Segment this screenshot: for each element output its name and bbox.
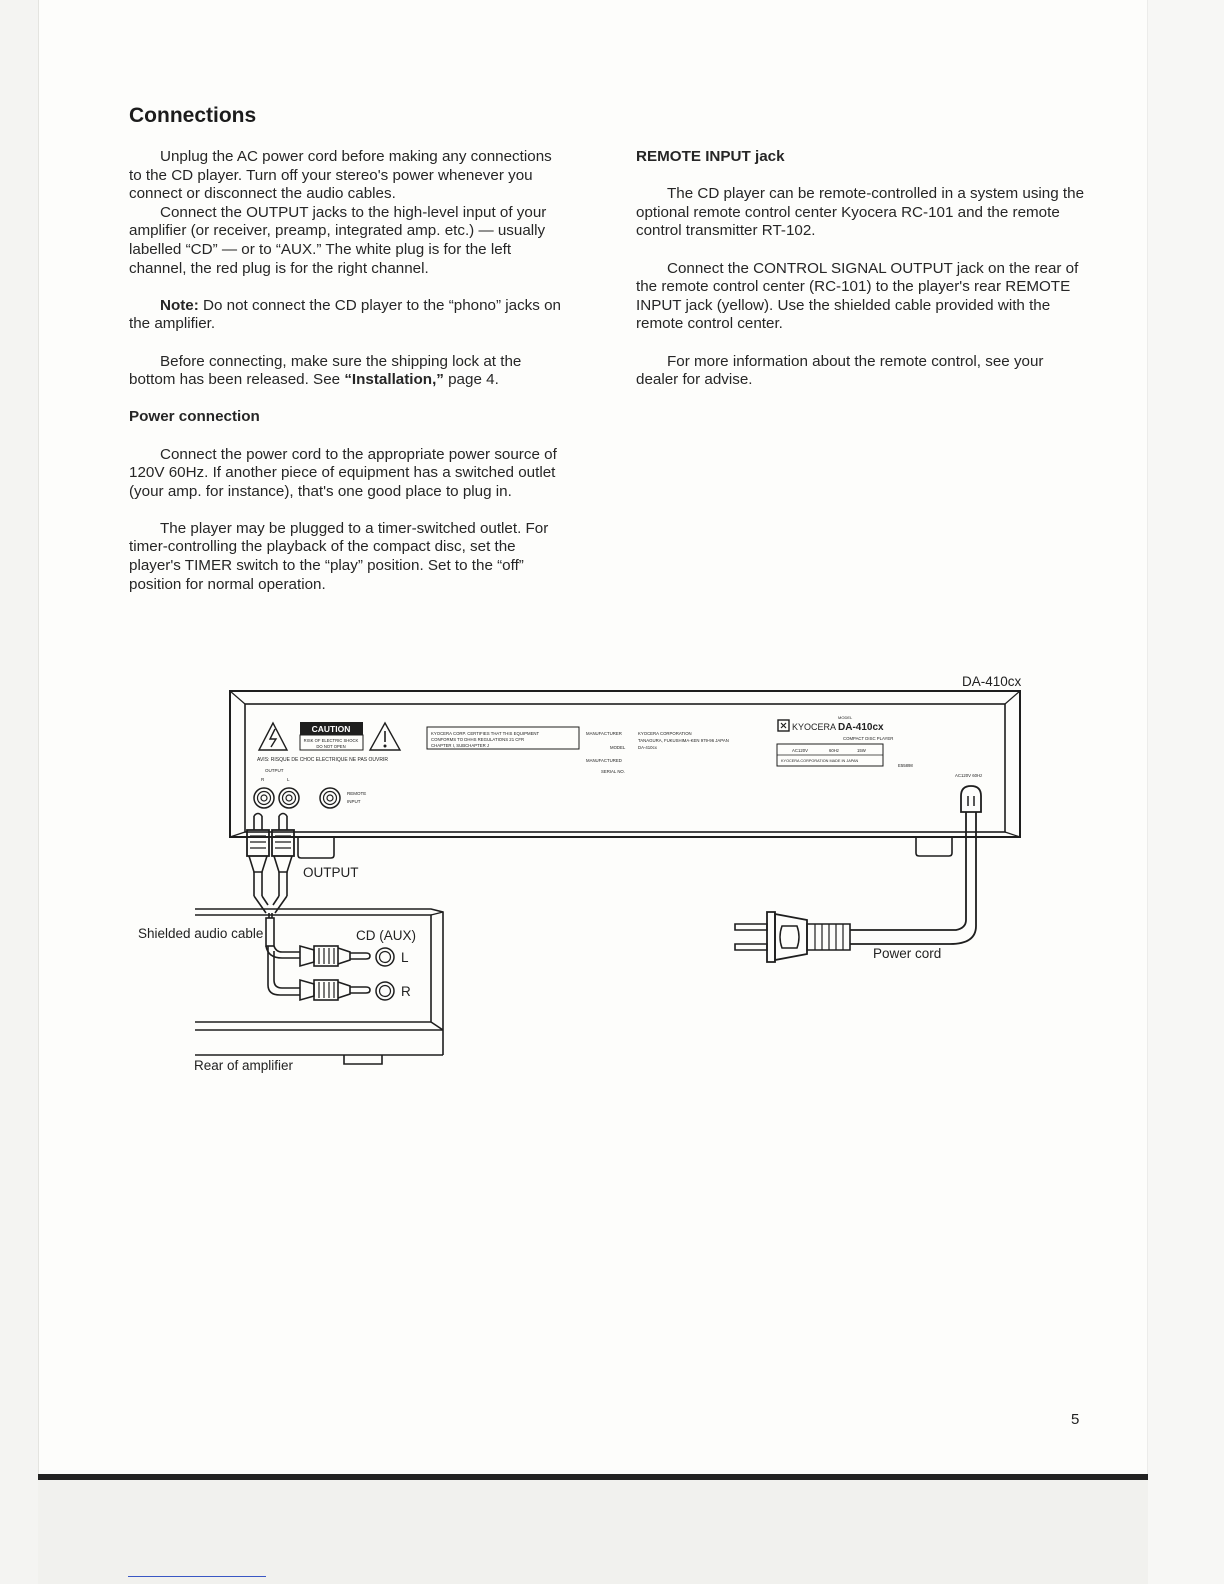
caution-text: CAUTION (311, 724, 351, 734)
shipping-lock-text: Before connecting, make sure the shipping lock at the bottom has been released. See (129, 352, 522, 389)
right-column (636, 148, 1084, 390)
note-text: Do not connect the CD player to the “phono” jacks on the amplifier. (129, 296, 561, 333)
page-bottom-edge (38, 1474, 1148, 1480)
page-right-margin (1147, 0, 1224, 1584)
cert-line-1: KYOCERA CORP. CERTIFIES THAT THIS EQUIPMENT (431, 731, 540, 736)
shielded-cable-label: Shielded audio cable (138, 926, 264, 941)
blue-rule (128, 1576, 266, 1577)
manufactured-label: MANUFACTURED (586, 758, 622, 763)
model-name: DA-410cx (838, 722, 884, 733)
r-channel-label: R (401, 984, 411, 999)
rear-of-amplifier-label: Rear of amplifier (194, 1058, 294, 1073)
cd-player-rear-panel (230, 691, 1020, 858)
paragraph-control-signal: Connect the CONTROL SIGNAL OUTPUT jack on the rear of the remote control center (RC-101) to the player's rear REMOTE INPUT jack (yellow). Use the shielded cable provided with the remote control center. (636, 259, 1079, 333)
page-number: 5 (1071, 1411, 1080, 1428)
output-label: OUTPUT (303, 865, 359, 880)
model-caption: DA-410cx (962, 674, 1022, 689)
certification-label (427, 727, 579, 749)
spec-frequency: 60Hz (829, 748, 840, 753)
paragraph-output-jacks: Connect the OUTPUT jacks to the high-level input of your amplifier (or receiver, preamp, integrated amp. etc.) — usually labelled “CD” — or to “AUX.” The white plug is for the left channel, the red plug is for the right channel. (129, 203, 547, 277)
paragraph-shipping-lock (129, 353, 561, 390)
panel-code: E55898 (898, 763, 913, 768)
caution-sub-1: RISK OF ELECTRIC SHOCK (303, 738, 359, 743)
cert-line-2: CONFORMS TO DHHS REGULATIONS 21 CFR (431, 737, 525, 742)
page-left-margin (0, 0, 39, 1584)
r-small-label: R (261, 777, 265, 782)
remote-input-heading: REMOTE INPUT jack (636, 148, 785, 165)
manufacturer-address: TANAGURA, FUKUSHIMA-KEN 979-96 JAPAN (638, 738, 729, 743)
serial-label: SERIAL NO. (601, 769, 625, 774)
paragraph-remote-system: The CD player can be remote-controlled in a system using the optional remote control center Kyocera RC-101 and the remote control transmitter RT-102. (636, 185, 1085, 240)
model-label: MODEL (610, 745, 626, 750)
cert-line-3: CHAPTER I, SUBCHAPTER J (431, 743, 490, 748)
caution-label (257, 722, 400, 763)
made-in: KYOCERA CORPORATION MADE IN JAPAN (781, 759, 859, 763)
paragraph-timer: The player may be plugged to a timer-switched outlet. For timer-controlling the playback of the compact disc, set the player's TIMER switch to the “play” position. Set to the “off” position for normal operation. (129, 519, 549, 593)
manufacturer-info (586, 731, 729, 774)
manufacturer-label: MANUFACTURER (586, 731, 622, 736)
paragraph-unplug: Unplug the AC power cord before making any connections to the CD player. Turn off your stereo's power whenever you connect or disconnect the audio cables. (129, 148, 552, 203)
l-channel-label: L (401, 950, 409, 965)
manufacturer-value: KYOCERA CORPORATION (638, 731, 692, 736)
kyocera-logo-icon (778, 720, 789, 731)
output-jacks (254, 768, 366, 808)
spec-wattage: 15W (857, 748, 866, 753)
input-small-label: INPUT (347, 799, 361, 804)
model-value: DA-410cx (638, 745, 657, 750)
brand-name: KYOCERA (792, 722, 837, 732)
page-reference: page 4. (443, 371, 499, 389)
installation-reference: “Installation,” (344, 371, 444, 389)
paragraph-power-source: Connect the power cord to the appropriate power source of 120V 60Hz. If another piece of equipment has a switched outlet (your amp. for instance), that's one good place to plug in. (129, 445, 557, 500)
l-small-label: L (287, 777, 290, 782)
power-connection-heading: Power connection (129, 408, 260, 426)
left-column (129, 148, 561, 594)
remote-small-label: REMOTE (347, 791, 367, 796)
power-cord-label: Power cord (873, 946, 942, 961)
model-word: MODEL (838, 715, 853, 720)
spec-voltage: AC120V (792, 748, 809, 753)
page-title: Connections (129, 104, 257, 127)
caution-sub-2: DO NOT OPEN (316, 744, 346, 749)
avis-text: AVIS: RISQUE DE CHOC ELECTRIQUE NE PAS OUVRIR (257, 757, 388, 763)
paragraph-note (129, 297, 561, 334)
note-label: Note: (160, 296, 199, 314)
rca-output-plugs (247, 814, 294, 914)
paragraph-more-info: For more information about the remote control, see your dealer for advise. (636, 352, 1044, 389)
shielded-audio-cable (266, 913, 394, 1000)
power-cord (735, 786, 981, 962)
output-small-label: OUTPUT (265, 768, 284, 773)
product-type: COMPACT DISC PLAYER (843, 736, 894, 741)
brand-plate (777, 715, 982, 778)
page-below-edge (38, 1480, 1148, 1584)
cd-aux-label: CD (AUX) (356, 928, 416, 943)
ac-label: AC120V 60Hz (955, 773, 983, 778)
